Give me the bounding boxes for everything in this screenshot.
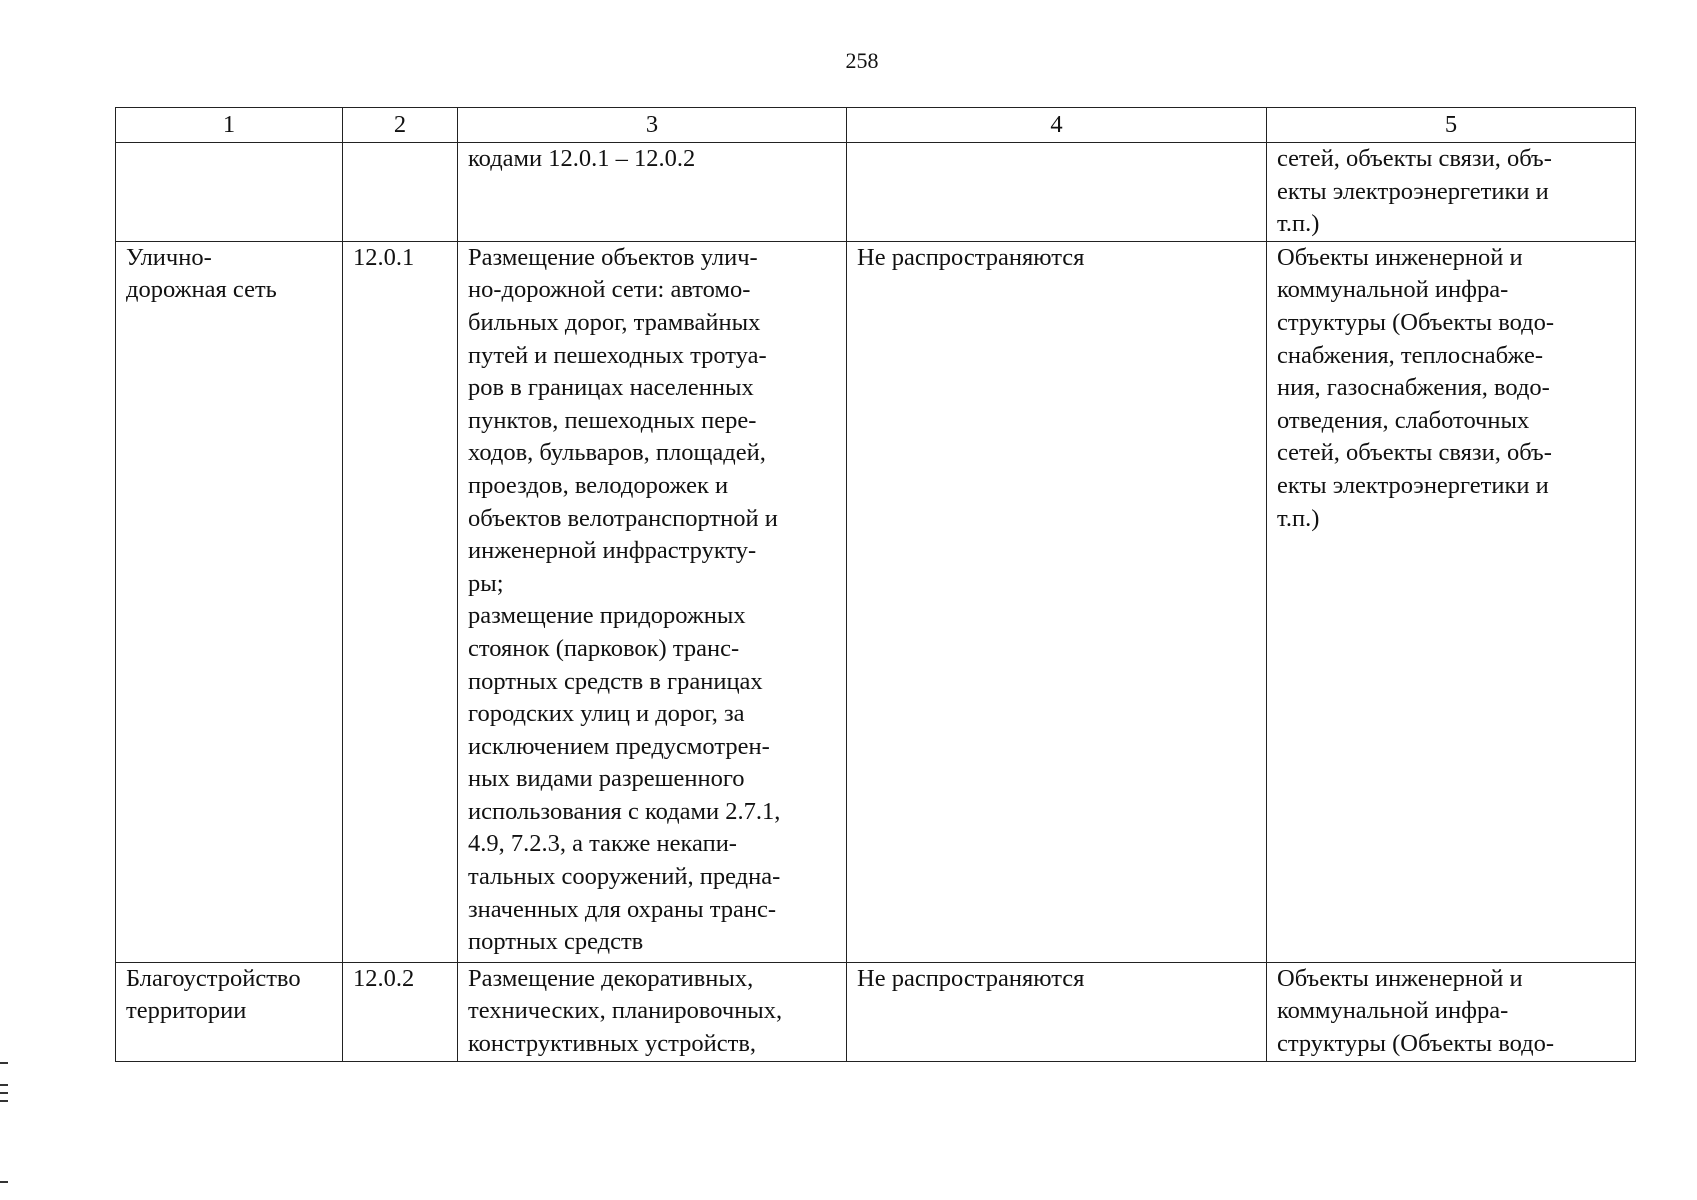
- margin-mark: [0, 1181, 8, 1183]
- land-use-table: [115, 107, 1636, 1062]
- column-header-5: 5: [1267, 108, 1636, 143]
- table-cell-name: Улично- дорожная сеть: [116, 241, 343, 962]
- page-number: 258: [845, 48, 879, 73]
- table-cell-objects: Объекты инженерной и коммунальной инфра- структуры (Объекты водо-: [1267, 962, 1636, 1061]
- margin-mark: [0, 1084, 8, 1086]
- table-cell-objects: Объекты инженерной и коммунальной инфра- структуры (Объекты водо- снабжения, теплоснабже- ния, газоснабжения, водо- отведения, слаботочных сетей, объекты связи, объ- екты электроэнергетики и т.п.): [1267, 241, 1636, 962]
- table-row-continuation: [116, 143, 1636, 242]
- table-cell-objects: сетей, объекты связи, объ- екты электроэнергетики и т.п.): [1267, 143, 1636, 242]
- table-row-landscaping: [116, 962, 1636, 1061]
- margin-mark: [0, 1092, 8, 1094]
- table-cell-restrictions: [847, 143, 1267, 242]
- margin-mark: [0, 1062, 8, 1064]
- column-header-3: 3: [458, 108, 847, 143]
- table-cell-name: [116, 143, 343, 242]
- table-cell-description: Размещение объектов улич- но-дорожной сети: автомо- бильных дорог, трамвайных путей и пешеходных тротуа- ров в границах населенных пунктов, пешеходных пере- ходов, бульваров, площадей, проездов, велодорожек и объектов велотранспортной и инженерной инфраструкту- ры; размещение придорожных стоянок (парковок) транс- портных средств в границах городских улиц и дорог, за исключением предусмотрен- ных видами разрешенного использования с кодами 2.7.1, 4.9, 7.2.3, а также некапи- тальных сооружений, предна- значенных для охраны транс- портных средств: [458, 241, 847, 962]
- table-cell-code: 12.0.2: [343, 962, 458, 1061]
- column-header-1: 1: [116, 108, 343, 143]
- table-cell-description: Размещение декоративных, технических, планировочных, конструктивных устройств,: [458, 962, 847, 1061]
- table-cell-restrictions: Не распространяются: [847, 241, 1267, 962]
- table-cell-restrictions: Не распространяются: [847, 962, 1267, 1061]
- margin-mark: [0, 1100, 8, 1102]
- table-cell-code: [343, 143, 458, 242]
- column-header-4: 4: [847, 108, 1267, 143]
- column-header-2: 2: [343, 108, 458, 143]
- table-cell-code: 12.0.1: [343, 241, 458, 962]
- table-row-street-network: [116, 241, 1636, 962]
- table-cell-name: Благоустройство территории: [116, 962, 343, 1061]
- table-cell-description: кодами 12.0.1 – 12.0.2: [458, 143, 847, 242]
- table-header-row: [116, 108, 1636, 143]
